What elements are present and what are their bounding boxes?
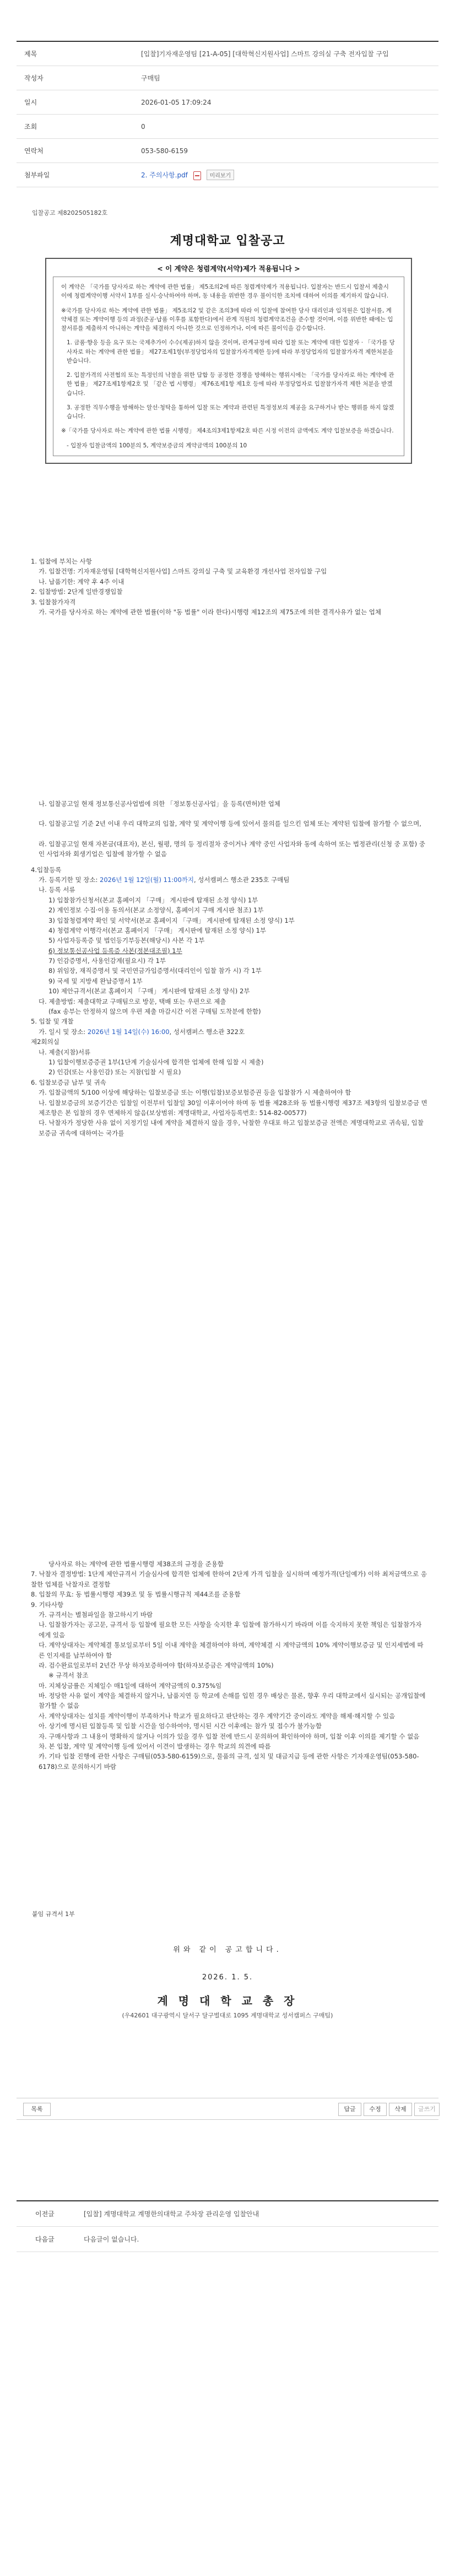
attachment-cell [137, 170, 438, 180]
prev-post-row [17, 2201, 438, 2227]
body-line: 당사자로 하는 계약에 관한 법률시행령 제38조의 규정을 준용함 [48, 1560, 224, 1568]
meta-row-author [17, 66, 438, 90]
body-line: 나. 납품기한: 계약 후 4주 이내 [39, 577, 124, 586]
notice-heading: < 이 계약은 청렴계약(서약)제가 적용됩니다 > [157, 264, 300, 273]
body-line: 9. 기타사항 [31, 1600, 64, 1609]
meta-label: 제목 [24, 50, 37, 58]
body-line: 3. 입찰참가자격 [31, 598, 76, 606]
document-item: 2) 인감(또는 사용인감) 또는 지참(입찰 시 필요) [48, 1068, 181, 1076]
body-line: 마. 지체상금률은 지체일수 매1일에 대하여 계약금액의 0.375%임 [39, 1681, 222, 1690]
body-text: , 성서캠퍼스 행소관 322호 [169, 1027, 245, 1036]
document-item: 7) 인감증명서, 사용인감계(필요시) 각 1부 [48, 957, 166, 965]
body-line: 7. 낙찰자 결정방법: 1단계 제안규격서 기술심사에 합격한 업체에 한하여 2단계 가격 입찰을 실시하며 예정가격(단일예가) 이하 최저금액으로 응찰한 업체를 낙찰자로 결정함 [31, 1570, 427, 1588]
body-line: 사. 계약상대자는 설치를 계약이행이 부족하거나 학교가 필요하다고 판단하는 경우 계약기간 중이라도 계약을 해제·해지할 수 있음 [39, 1712, 396, 1720]
meta-row-date [17, 90, 438, 115]
registration-deadline: 2026년 1월 12일(월) 11:00까지 [100, 875, 194, 884]
reply-button[interactable]: 답글 [338, 2103, 361, 2116]
meta-label: 첨부파일 [24, 171, 50, 179]
pdf-file-icon[interactable] [193, 171, 201, 180]
attachment-note: 붙임 규격서 1부 [32, 1911, 75, 1918]
preview-button[interactable]: 미리보기 [207, 170, 235, 180]
body-line: 가. 국가를 당사자로 하는 계약에 관한 법률(이하 "동 법률" 이라 한다)시행령 제12조의 제75조에 의한 결격사유가 없는 업체 [39, 608, 381, 616]
next-post-label: 다음글 [35, 2236, 55, 2243]
closing-statement: 위와 같이 공고합니다. [173, 1946, 282, 1954]
announcement-number: 입찰공고 제8202505182호 [32, 209, 108, 217]
issuer-name: 계 명 대 학 교 총 장 [157, 1994, 298, 2007]
delete-button[interactable]: 삭제 [389, 2103, 412, 2116]
notice-paragraph: 2. 입찰가격의 사전협의 또는 특정인의 낙찰을 위한 담합 등 공정한 경쟁을 방해하는 행위시에는 「국가를 당사자로 하는 계약에 관한 법률」 제27조제1항제2호 및 「같은 법 시행령」 제76조제1항 제1호 등에 따라 부정당업자로 입찰참가자격 제한 처분을 받겠습니다. [67, 372, 394, 397]
body-line [31, 875, 427, 885]
document-item: 9) 국세 및 지방세 완납증명서 1부 [48, 977, 143, 985]
attachment-link[interactable]: 2. 주의사항.pdf [141, 171, 188, 179]
notice-paragraph: 1. 금품·향응 등을 요구 또는 국제추가이 수수(제공)하지 않을 것이며, 관계규정에 따라 입찰 또는 계약에 대한 입찰자 · 「국가를 당사자로 하는 계약에 관한 법률」 제27조제1항(부정당업자의 입찰참가자격제한 등)에 따라 부정당업자의 입찰참가자격 제한처분을 받습니다. [67, 339, 395, 364]
post-date: 2026-01-05 17:09:24 [141, 98, 212, 106]
notice-paragraph: 3. 공정한 직무수행을 방해하는 알선·청탁을 통하여 입찰 또는 계약과 관련된 특정정보의 제공을 요구하거나 받는 행위를 하지 않겠습니다. [67, 404, 394, 420]
body-line: 카. 기타 입찰 진행에 관한 사항은 구매팀(053-580-6159)으로, 물품의 규격, 설치 및 대금지급 등에 관한 사항은 기자재운영팀(053-580-6178)으로 문의하시기 바람 [39, 1752, 419, 1771]
body-line: 아. 상기에 명시된 입찰등록 및 입찰 시간을 엄수하여야, 명시된 시간 이후에는 참가 및 접수가 불가능함 [39, 1722, 322, 1730]
body-line: 나. 제출(지참)서류 [39, 1048, 91, 1056]
post-navigation [17, 2200, 438, 2252]
body-line: 8. 입찰의 무효: 동 법률시행령 제39조 및 동 법률시행규칙 제44조를 준용함 [31, 1590, 241, 1599]
body-line: 1. 입찰에 부치는 사항 [31, 558, 92, 565]
body-line: 가. 입찰금액의 5/100 이상에 해당하는 입찰보증금 또는 이행(입찰)보증보험증권 등을 입찰참가 시 제출하여야 함 [39, 1089, 351, 1097]
meta-row-views [17, 115, 438, 139]
body-line: 제2회의실 [31, 1038, 59, 1046]
prev-post-link[interactable]: [입찰] 계명대학교 계명한의대학교 주차장 관리운영 입찰안내 [84, 2210, 259, 2218]
body-line: 나. 입찰공고일 현재 정보통신공사업법에 의한 「정보통신공사업」을 등록(면허)한 업체 [39, 800, 280, 808]
section-award [31, 1559, 427, 1772]
next-post-row [17, 2227, 438, 2252]
notice-paragraph: ※「국가를 당사자로 하는 계약에 관한 법률 시행령」 제4조의3제1항제2호 따른 시정 이전의 금액에도 계약 입찰보증을 하겠습니다. [61, 427, 394, 435]
post-meta-table [17, 41, 438, 187]
body-line: (fax 송부는 안정하지 않으며 우편 제출 마감시간 이전 구매팀 도착분에 한함) [48, 1008, 261, 1016]
meta-row-contact [17, 139, 438, 163]
notice-body [53, 277, 404, 456]
integrity-notice-box [45, 258, 412, 464]
body-line: 라. 입찰공고일 현재 자본금(대표자), 본신, 월평, 명의 등 정리절차 중이거나 계약 중인 사업자와 동에 속하여 또는 법정관리(신청 중 포함) 중인 사업자와 회생기업은 입찰에 참가할 수 없음 [39, 840, 425, 858]
body-line: 나. 등록 서류 [39, 886, 75, 894]
document-item: 5) 사업자등록증 및 법인등기부등본(해당시) 사본 각 1부 [48, 937, 205, 945]
document-item: 1) 입찰이행보증증권 1부(1단계 기술심사에 합격한 업체에 한해 입찰 시 제출) [48, 1058, 264, 1066]
section-eligibility [31, 799, 427, 1138]
post-views: 0 [141, 122, 145, 131]
body-line: 라. 검수완료일로부터 2년간 무상 하자보증하여야 함(하자보증금은 계약금액의 10%) [39, 1661, 274, 1669]
notice-paragraph: 이 계약은 「국가를 당사자로 하는 계약에 관한 법률」 제5조의2에 따른 청렴계약제가 적용됩니다. 입찰자는 반드시 입찰서 제출시 이에 청렴계약이행 서약서 1부를 실시·승낙하여야 하며, 동 내용을 위반한 경우 불이익한 조치에 대하여 이의를 제기하지 않습니다. [61, 284, 389, 300]
notice-paragraph: ※국가를 당사자로 하는 계약에 관한 법률」 제5조의2 및 같은 조의3에 따라 이 입찰에 참여한 당사 대리인과 임직원은 입찰서를, 계약체결 또는 계약이행 등의 과정(준공·납품 이후를 포함한다)에서 관계 직원의 청렴계약조건을 준수할 것이며, 이를 위반한 때에는 입찰서류를 제출하지 아니하는 계약을 체결하지 아니한 것으로 인정하거나, 이에 따른 불이익을 감수합니다. [61, 307, 393, 332]
body-text: 가. 일시 및 장소: [39, 1027, 88, 1036]
announcement-date: 2026. 1. 5. [202, 1973, 253, 1982]
body-line: 6. 입찰보증금 납부 및 귀속 [31, 1078, 106, 1086]
document-item: 8) 위임장, 재직증명서 및 국민연금가입증명서(대리인이 입찰 참가 시) 각 1부 [48, 967, 262, 975]
issuer-address: (우42601 대구광역시 달서구 달구벌대로 1095 계명대학교 성서캠퍼스 구매팀) [122, 2012, 333, 2019]
body-line: 바. 정당한 사유 없이 계약을 체결하지 않거나, 납품지연 등 학교에 손해를 입힌 경우 배상은 물론, 향후 우리 대학교에서 실시되는 공개입찰에 참가할 수 없음 [39, 1692, 426, 1710]
post-action-bar [17, 2098, 438, 2120]
body-text: , 성서캠퍼스 행소관 235호 구매팀 [193, 875, 290, 884]
body-line: 나. 입찰보증금의 보증기간은 입찰일 이전부터 입찰일 30일 이후이어야 하며 동 법률 제28조와 동 법률시행령 제37조 제3항의 입찰보증금 면제조항은 본 입찰의 경우 면제하지 않음(보상범위: 계명대학교, 사업자등록번호: 514-82-00577) [39, 1098, 427, 1117]
section-bid-items [31, 556, 427, 617]
body-line: 다. 제출방법: 제출대학교 구매팀으로 방문, 택배 또는 우편으로 제출 [39, 997, 226, 1005]
post-author: 구매팀 [141, 74, 160, 82]
body-line: 다. 낙찰자가 정당한 사유 없이 지정기일 내에 계약을 체결하지 않을 경우, 낙찰한 우대포 하고 입찰보증금 전액은 계명대학교로 귀속됨, 입찰보증금 귀속에 대하여는 국가를 [39, 1119, 424, 1137]
body-line: 자. 구매사항과 그 내용이 명확하지 않거나 이의가 있을 경우 입찰 전에 반드시 문의하여 확인하여야 하며, 입찰 이후 이의를 제기할 수 없음 [39, 1732, 420, 1740]
document-item: 10) 제안규격서(본교 홈페이지 「구매」 게시판에 탑재된 소정 양식) 2부 [48, 987, 250, 995]
prev-post-label: 이전글 [35, 2210, 55, 2218]
edit-button[interactable]: 수정 [364, 2103, 387, 2116]
post-contact: 053-580-6159 [141, 147, 188, 155]
bidding-datetime: 2026년 1월 14일(수) 16:00 [87, 1027, 170, 1036]
meta-label: 연락처 [24, 147, 44, 155]
body-line: 차. 본 입찰, 계약 및 계약이행 등에 있어서 이견이 발생하는 경우 학교의 의견에 따름 [39, 1742, 271, 1751]
meta-label: 조회 [24, 123, 37, 131]
document-item: 6) 정보통신공사업 등록증 사본(정본대조필) 1부 [48, 946, 182, 955]
document-title: 계명대학교 입찰공고 [170, 234, 285, 248]
body-line: 가. 규격서는 별첨파일을 참고하시기 바람 [39, 1610, 153, 1619]
write-button[interactable]: 글쓰기 [414, 2103, 440, 2116]
body-text: 가. 등록기한 및 장소: [39, 875, 100, 884]
meta-label: 일시 [24, 99, 37, 106]
post-title: [입찰]기자재운영팀 [21-A-05] [대학혁신지원사업] 스마트 강의실 구축 전자입찰 구입 [141, 50, 389, 58]
meta-label: 작성자 [24, 74, 44, 82]
list-button[interactable]: 목록 [23, 2103, 51, 2116]
notice-paragraph: - 입찰자 입찰금액의 100분의 5, 계약보증금의 계약금액의 100분의 10 [67, 442, 247, 449]
body-line: 4.입찰등록 [31, 865, 62, 874]
body-line: 5. 입찰 및 개찰 [31, 1018, 74, 1026]
body-line: 다. 입찰공고일 기준 2년 이내 우리 대학교의 입찰, 계약 및 계약이행 등에 있어서 물의를 일으킨 업체 또는 계약된 입찰에 참가할 수 없으며, [39, 820, 421, 828]
next-post-value: 다음글이 없습니다. [84, 2236, 139, 2243]
meta-row-title [17, 42, 438, 66]
body-line: 2. 입찰방법: 2단계 일반경쟁입찰 [31, 588, 123, 596]
meta-row-attach [17, 163, 438, 187]
body-line: 나. 입찰참가자는 공고문, 규격서 등 입찰에 필요한 모든 사항을 숙지한 후 입찰에 참가하시기 바라며 이를 숙지하지 못한 책임은 입찰참가자에게 있음 [39, 1621, 422, 1639]
body-line: ※ 규격서 참조 [48, 1671, 89, 1680]
body-line [31, 1027, 427, 1037]
document-item: 2) 계인정보 수집·이용 동의서(본교 소정양식, 홈페이지 구매 게시판 첨조) 1부 [48, 906, 264, 914]
document-item: 4) 청렴계약 이행각서(본교 홈페이지 「구매」 게시판에 탑재된 소정 양식) 1부 [48, 926, 267, 934]
document-item: 1) 입찰참가신청서(본교 홈페이지 「구매」 게시판에 탑재된 소정 양식) 1부 [48, 896, 258, 904]
document-item: 3) 입찰청렴계약 확인 및 서약서(본교 홈페이지 「구매」 게시판에 탑재된 소정 양식) 1부 [48, 916, 295, 924]
body-line: 다. 계약상대자는 계약체결 통보일로부터 5일 이내 계약을 체결하여야 하며, 계약체결 시 계약금액의 10% 계약이행보증금 및 인지세법에 따른 인지세를 납부하여야 함 [39, 1641, 424, 1659]
body-line: 가. 입찰건명: 기자재운영팀 [대학혁신지원사업] 스마트 강의실 구축 및 교육환경 개선사업 전자입찰 구입 [39, 567, 327, 576]
